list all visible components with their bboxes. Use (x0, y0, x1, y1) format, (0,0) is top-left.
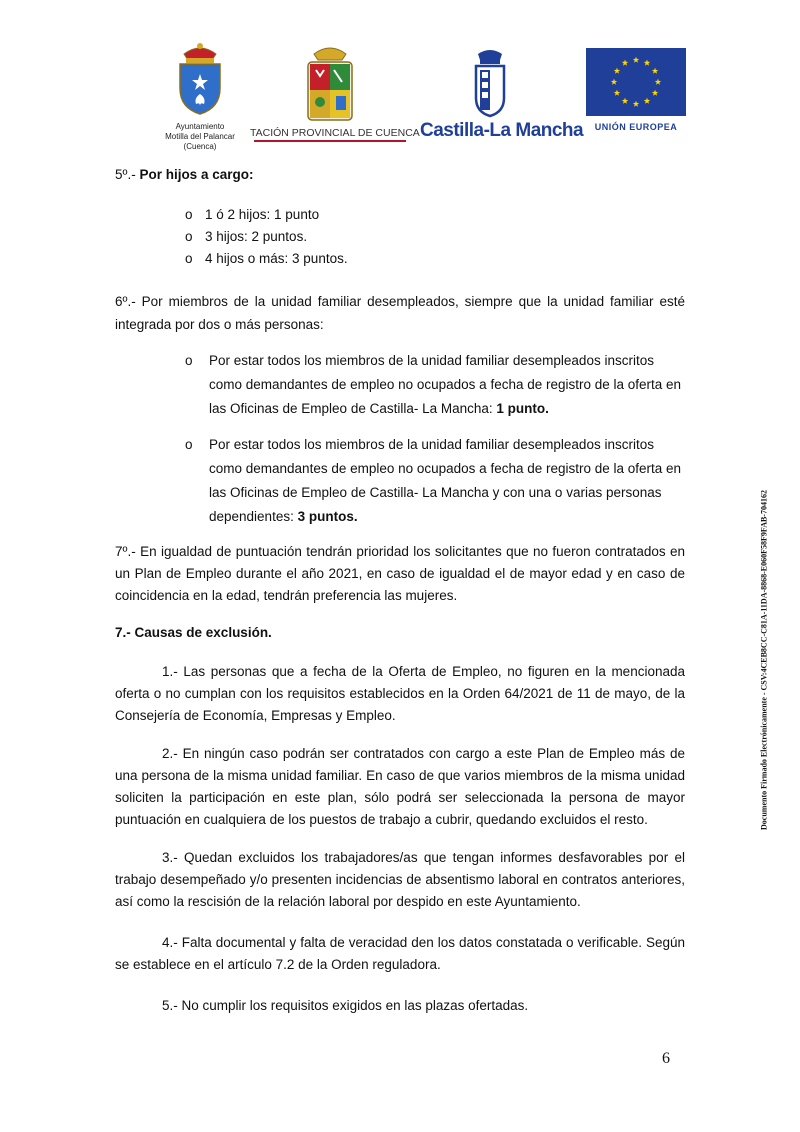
eu-label: UNIÓN EUROPEA (594, 122, 678, 132)
list-item: o 3 hijos: 2 puntos. (185, 229, 308, 244)
diputacion-shield-icon (250, 40, 410, 126)
circle-bullet-icon: o (185, 437, 193, 452)
section-5-title: Por hijos a cargo: (139, 167, 254, 182)
section-7-paragraph: 7º.- En igualdad de puntuación tendrán prioridad los solicitantes que no fueron contratados en un Plan de Empleo durante el año 2021, en caso de igualdad el de mayor edad y en caso de coincidencia en la edad, tendrán preferencia las mujeres. (115, 544, 685, 603)
circle-bullet-icon: o (185, 229, 193, 244)
exclusion-paragraph-3: 3.- Quedan excluidos los trabajadores/as que tengan informes desfavorables por el trabajo desempeñado y/o presenten incidencias de absentismo laboral en contratos anteriores, así como la rescisión de la relación laboral por despido en este Ayuntamiento. (115, 850, 685, 909)
exclusion-paragraph-2: 2.- En ningún caso podrán ser contratados con cargo a este Plan de Empleo más de una persona de la misma unidad familiar. En caso de que varios miembros de la misma unidad soliciten la participación en este plan, sólo podrá ser seleccionada la persona de mayor puntuación en cualquiera de los puestos de trabajo a cubrir, quedando excluidos el resto. (115, 746, 685, 827)
section-5-heading: 5º.- Por hijos a cargo: (115, 167, 254, 182)
diputacion-logo (250, 40, 420, 150)
shield-icon (160, 36, 240, 116)
logo1-line: (Cuenca) (183, 142, 217, 151)
eu-logo (586, 48, 686, 138)
exclusion-paragraph-5: 5.- No cumplir los requisitos exigidos en las plazas ofertadas. (162, 998, 529, 1013)
circle-bullet-icon: o (185, 251, 193, 266)
section-6-intro: 6º.- Por miembros de la unidad familiar desempleados, siempre que la unidad familiar esté integrada por dos o más personas: (115, 294, 685, 332)
diputacion-underline (254, 140, 406, 142)
clm-label: Castilla-La Mancha (420, 120, 584, 141)
exclusion-paragraph-1: 1.- Las personas que a fecha de la Oferta de Empleo, no figuren en la mencionada oferta o no cumplan con los requisitos establecidos en la Orden 64/2021 de 11 de mayo, de la Consejería de Economía, Empresas y Empleo. (115, 664, 685, 723)
circle-bullet-icon: o (185, 353, 193, 368)
exclusion-title: 7.- Causas de exclusión. (115, 625, 272, 640)
ayuntamiento-logo (160, 36, 240, 156)
eu-flag-icon (586, 48, 686, 116)
logo1-line: Ayuntamiento (175, 122, 225, 131)
diputacion-label: TACIÓN PROVINCIAL DE CUENCA (250, 127, 420, 139)
page-number: 6 (662, 1050, 670, 1067)
clm-castle-icon (420, 46, 560, 118)
list-item: o 1 ó 2 hijos: 1 punto (185, 207, 320, 222)
logo1-line: Motilla del Palancar (165, 132, 235, 141)
electronic-signature-stamp: Documento Firmado Electrónicamente - CSV:4CEB8CC-C81A-11DA-8868-E060F58F9FAB-704162 (759, 490, 769, 830)
clm-logo (420, 46, 584, 146)
exclusion-paragraph-4: 4.- Falta documental y falta de veracidad den los datos constatada o verificable. Según se establece en el artículo 7.2 de la Orden reguladora. (115, 935, 685, 972)
list-item: o 4 hijos o más: 3 puntos. (185, 251, 348, 266)
circle-bullet-icon: o (185, 207, 193, 222)
